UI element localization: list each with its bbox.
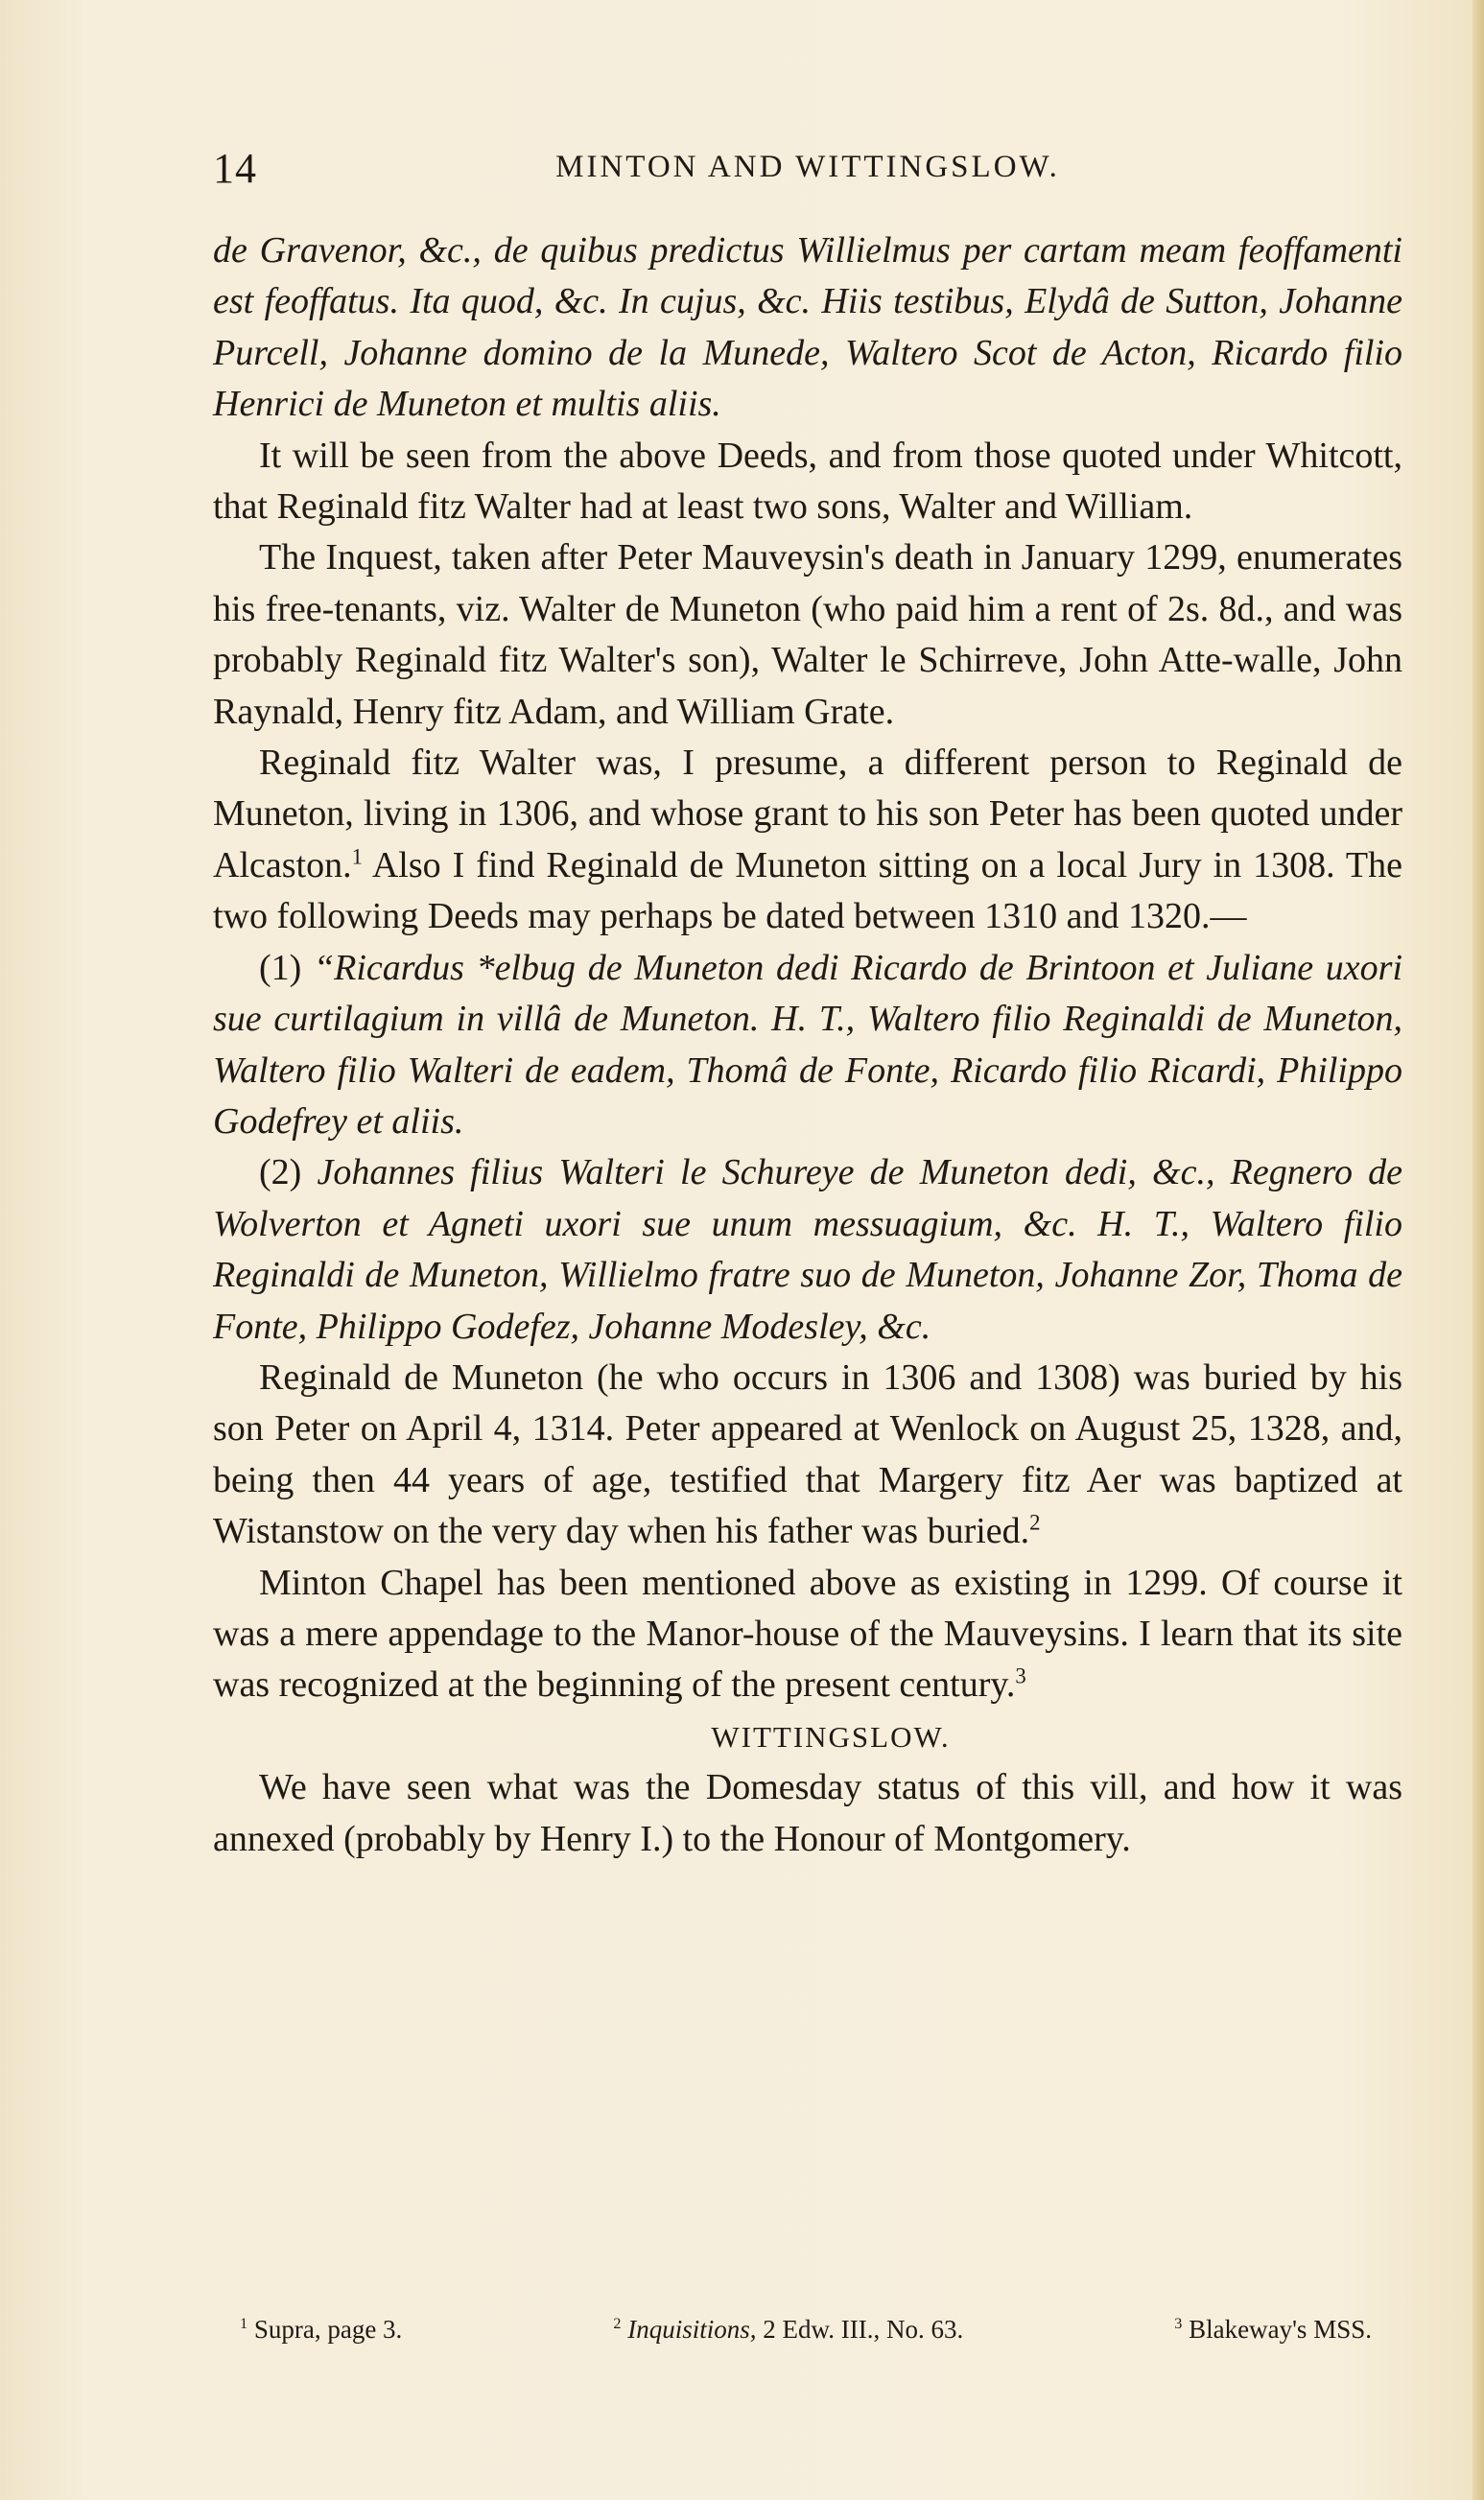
deed-2-text: Johannes filius Walteri le Schureye de Muneton dedi, &c., Regnero de Wolverton et Agneti uxori sue unum messuagium, &c. H. T., Waltero filio Reginaldi de Muneton, Willielmo fratre suo de Muneton, Johanne Zor, Thoma de Fonte, Philippo Godefez, Johanne Modesley, &c. [213, 1152, 1402, 1347]
paragraph-domesday: We have seen what was the Domesday status of this vill, and how it was annexed (probably by Henry I.) to the Honour of Montgomery. [213, 1767, 1402, 1859]
footnote-1 [240, 2315, 402, 2353]
footnote-3 [1174, 2315, 1372, 2353]
footnote-ref-1: 1 [351, 844, 363, 869]
deed-2 [213, 1147, 1402, 1353]
deed-1 [213, 943, 1402, 1148]
page-header [213, 144, 1402, 192]
paragraph-reginald-text: Reginald fitz Walter was, I presume, a different person to Reginald de Muneton, living in 1306, and whose grant to his son Peter has been quoted under Alcaston. [213, 743, 1402, 885]
paragraph-burial-text: Reginald de Muneton (he who occurs in 1306 and 1308) was buried by his son Peter on April 4, 1314. Peter appeared at Wenlock on August 25, 1328, and, being then 44 years of age, testified that Margery fitz Aer was baptized at Wistanstow on the very day when his father was buried. [213, 1356, 1402, 1552]
page-number: 14 [213, 145, 257, 192]
paragraph-sons: It will be seen from the above Deeds, and from those quoted under Whitcott, that Reginald fitz Walter had at least two sons, Walter and William. [213, 435, 1402, 528]
footnote-3-number: 3 [1174, 2315, 1183, 2332]
deed-1-text: “Ricardus *elbug de Muneton dedi Ricardo de Brintoon et Juliane uxori sue curtilagium in villâ de Muneton. H. T., Waltero filio Reginaldi de Muneton, Waltero filio Walteri de eadem, Thomâ de Fonte, Ricardo filio Ricardi, Philippo Godefrey et aliis. [213, 947, 1402, 1142]
footnotes [240, 2315, 1372, 2353]
latin-deed-continuation: de Gravenor, &c., de quibus predictus Willielmus per cartam meam feoffamenti est feoffatus. Ita quod, &c. In cujus, &c. Hiis testibus, Elydâ de Sutton, Johanne Purcell, Johanne domino de la Munede, Waltero Scot de Acton, Ricardo filio Henrici de Muneton et multis aliis. [213, 230, 1402, 425]
page-edge [1472, 0, 1484, 2500]
footnote-1-text: Supra, page 3. [253, 2315, 403, 2344]
paragraph-burial [213, 1353, 1402, 1558]
paragraph-reginald-tail: Also I find Reginald de Muneton sitting on a local Jury in 1308. The two following Deeds may perhaps be dated between 1310 and 1320.— [213, 844, 1402, 937]
page-body [213, 225, 1402, 1865]
footnote-2-number: 2 [613, 2315, 622, 2332]
footnote-ref-3: 3 [1015, 1663, 1026, 1688]
paragraph-chapel [213, 1558, 1402, 1711]
section-heading: WITTINGSLOW. [711, 1719, 951, 1754]
paragraph-inquest: The Inquest, taken after Peter Mauveysin's death in January 1299, enumerates his free-tenants, viz. Walter de Muneton (who paid him a rent of 2s. 8d., and was probably Reginald fitz Walter's son), Walter le Schirreve, John Atte-walle, John Raynald, Henry fitz Adam, and William Grate. [213, 537, 1402, 732]
deed-1-number: (1) [259, 947, 314, 988]
footnote-2 [613, 2315, 963, 2353]
deed-2-number: (2) [259, 1152, 318, 1193]
footnote-2-italic: Inquisitions, [627, 2315, 757, 2344]
footnote-1-number: 1 [240, 2315, 248, 2332]
footnote-ref-2: 2 [1029, 1510, 1041, 1535]
paragraph-reginald [213, 738, 1402, 943]
paragraph-chapel-text: Minton Chapel has been mentioned above as existing in 1299. Of course it was a mere appendage to the Manor-house of the Mauveysins. I learn that its site was recognized at the beginning of the present century. [213, 1562, 1402, 1706]
footnote-2-text: 2 Edw. III., No. 63. [756, 2315, 964, 2344]
running-title: MINTON AND WITTINGSLOW. [555, 150, 1060, 184]
footnote-3-text: Blakeway's MSS. [1189, 2315, 1372, 2344]
